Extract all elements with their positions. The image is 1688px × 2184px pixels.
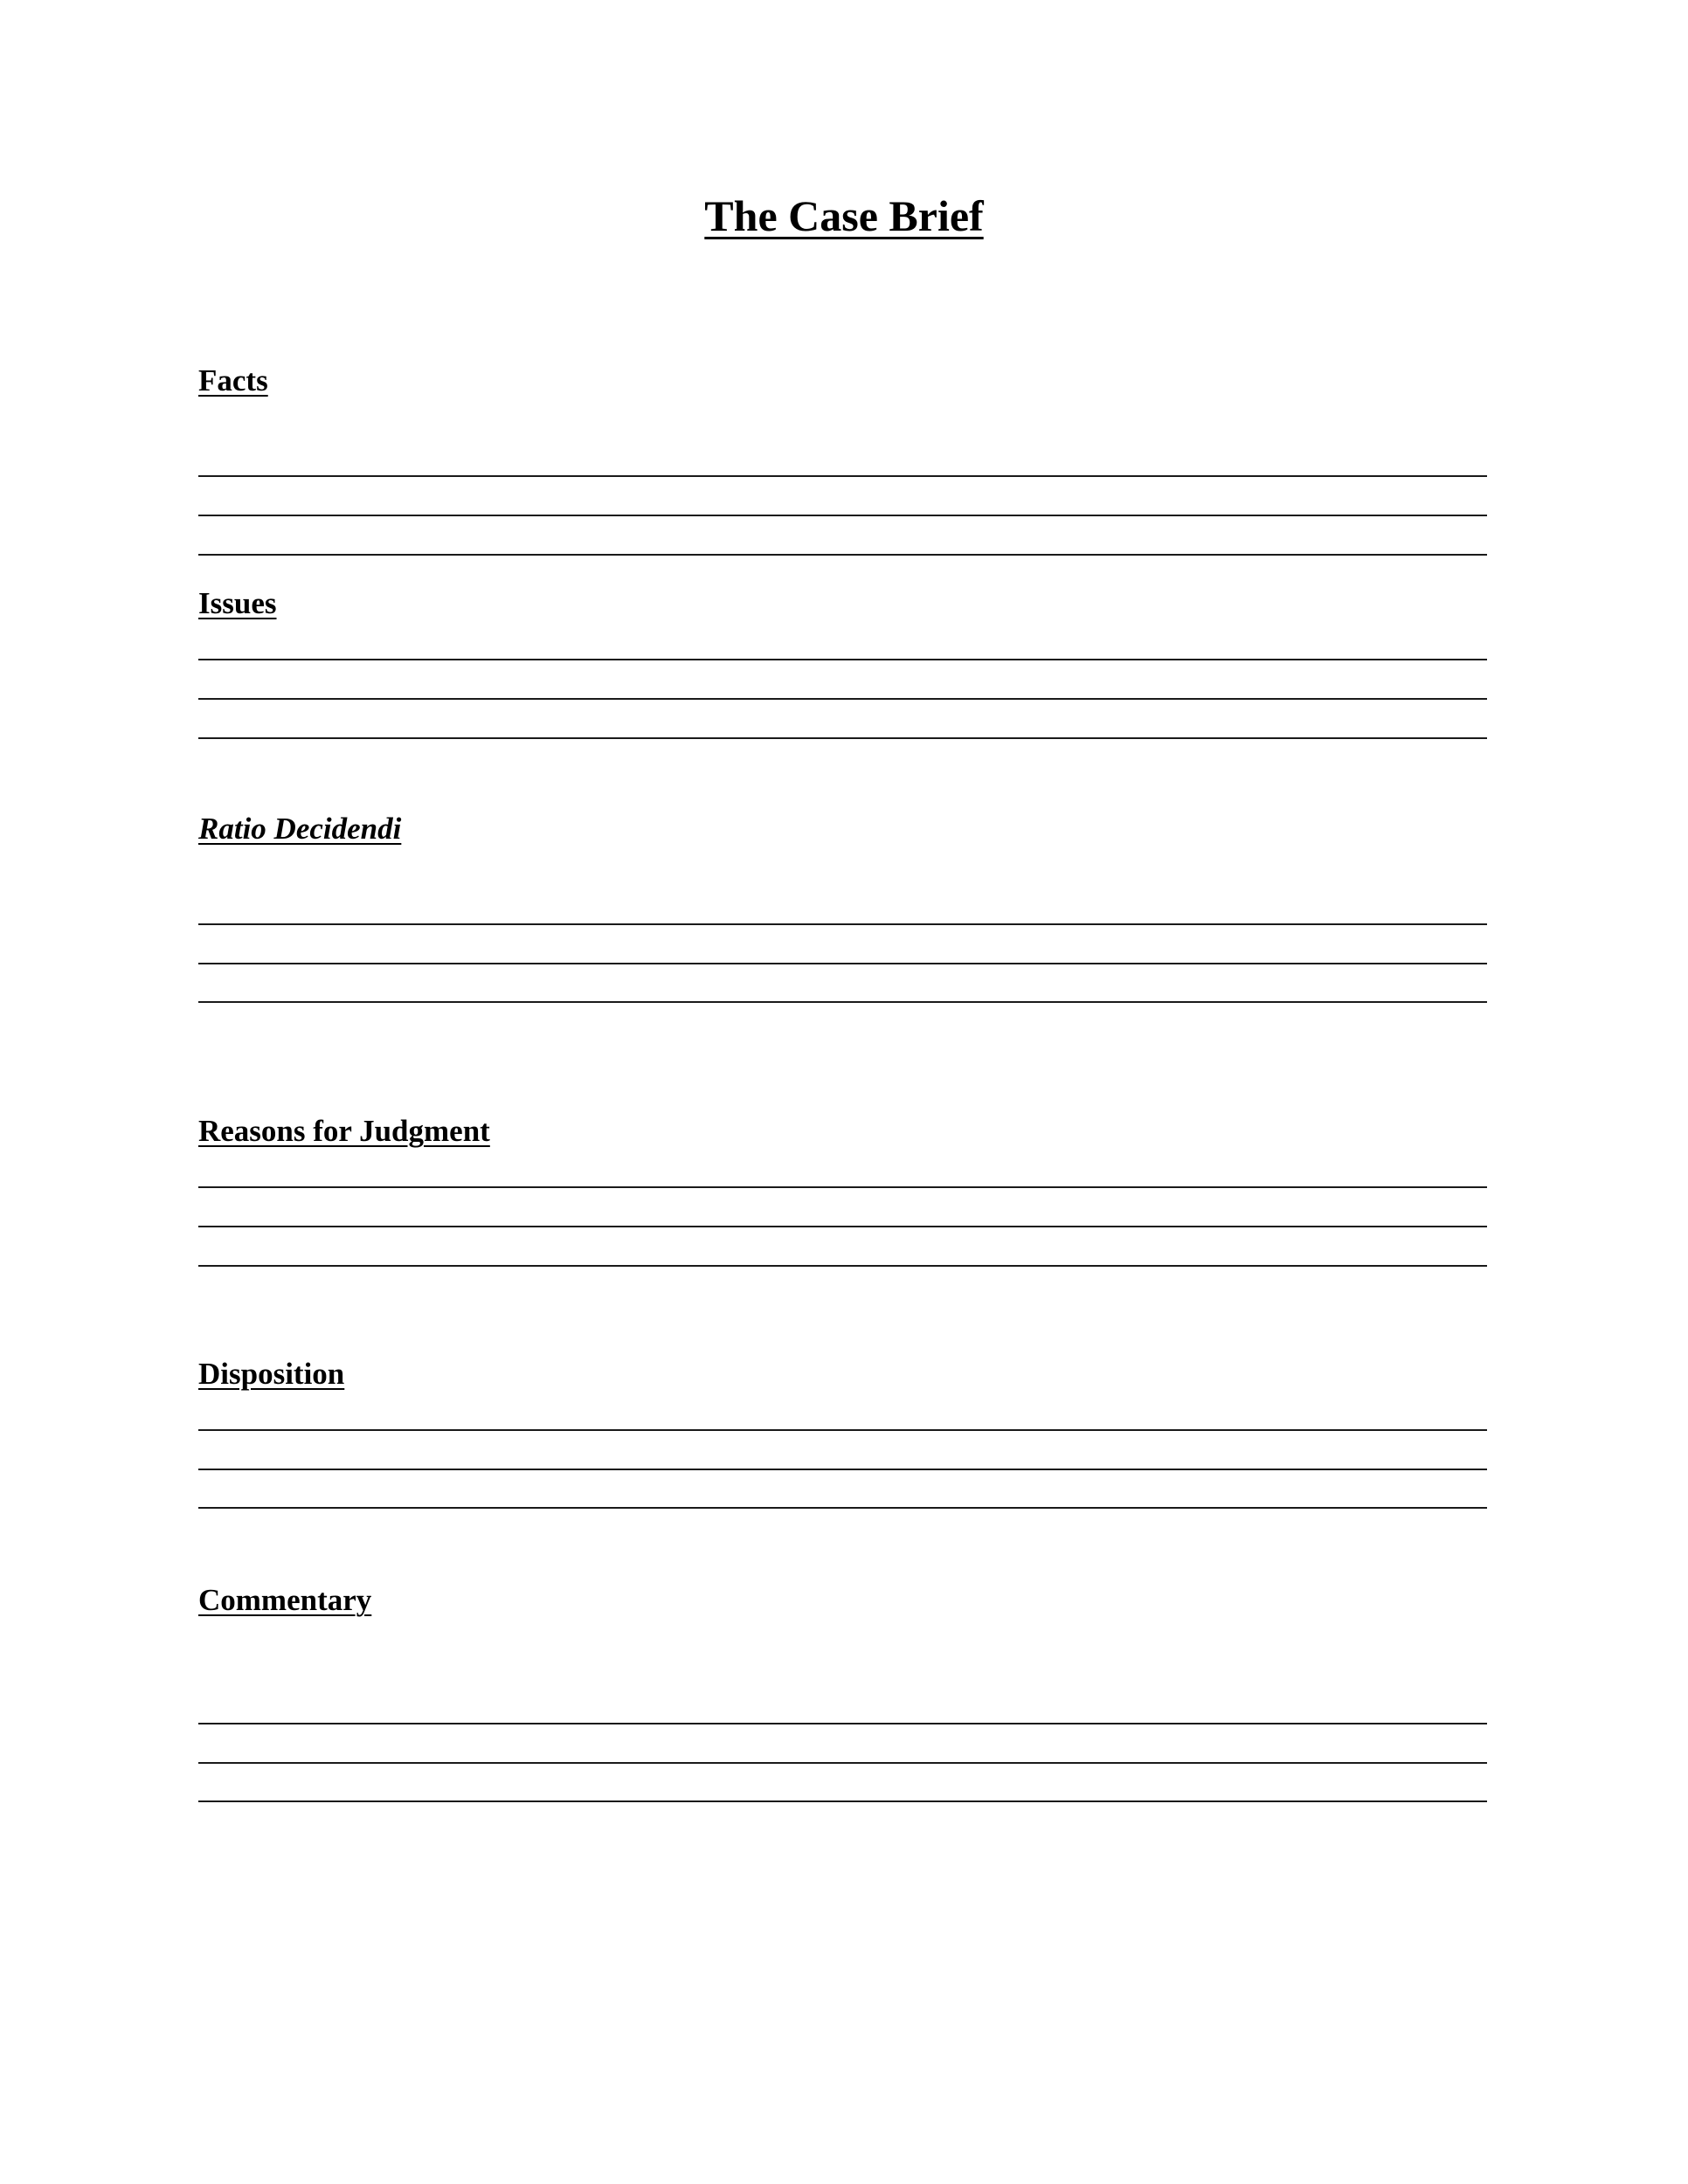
writing-line-commentary-1[interactable] [198,1723,1487,1724]
writing-line-facts-1[interactable] [198,475,1487,477]
writing-line-reasons-1[interactable] [198,1186,1487,1188]
writing-line-disposition-2[interactable] [198,1469,1487,1470]
writing-line-issues-3[interactable] [198,737,1487,739]
section-heading-ratio-decidendi: Ratio Decidendi [198,812,402,846]
writing-line-ratio-1[interactable] [198,923,1487,925]
writing-line-commentary-3[interactable] [198,1800,1487,1802]
section-heading-disposition: Disposition [198,1357,345,1391]
writing-line-issues-1[interactable] [198,659,1487,660]
section-heading-facts: Facts [198,363,268,397]
writing-line-ratio-3[interactable] [198,1001,1487,1003]
section-heading-commentary: Commentary [198,1583,372,1617]
writing-line-facts-2[interactable] [198,515,1487,516]
page-title: The Case Brief [704,191,984,240]
writing-line-issues-2[interactable] [198,698,1487,700]
writing-line-ratio-2[interactable] [198,963,1487,964]
section-heading-reasons-for-judgment: Reasons for Judgment [198,1114,490,1148]
writing-line-facts-3[interactable] [198,554,1487,556]
writing-line-reasons-2[interactable] [198,1226,1487,1227]
section-heading-issues: Issues [198,586,277,620]
writing-line-reasons-3[interactable] [198,1265,1487,1267]
writing-line-commentary-2[interactable] [198,1762,1487,1764]
writing-line-disposition-1[interactable] [198,1429,1487,1431]
writing-line-disposition-3[interactable] [198,1507,1487,1509]
